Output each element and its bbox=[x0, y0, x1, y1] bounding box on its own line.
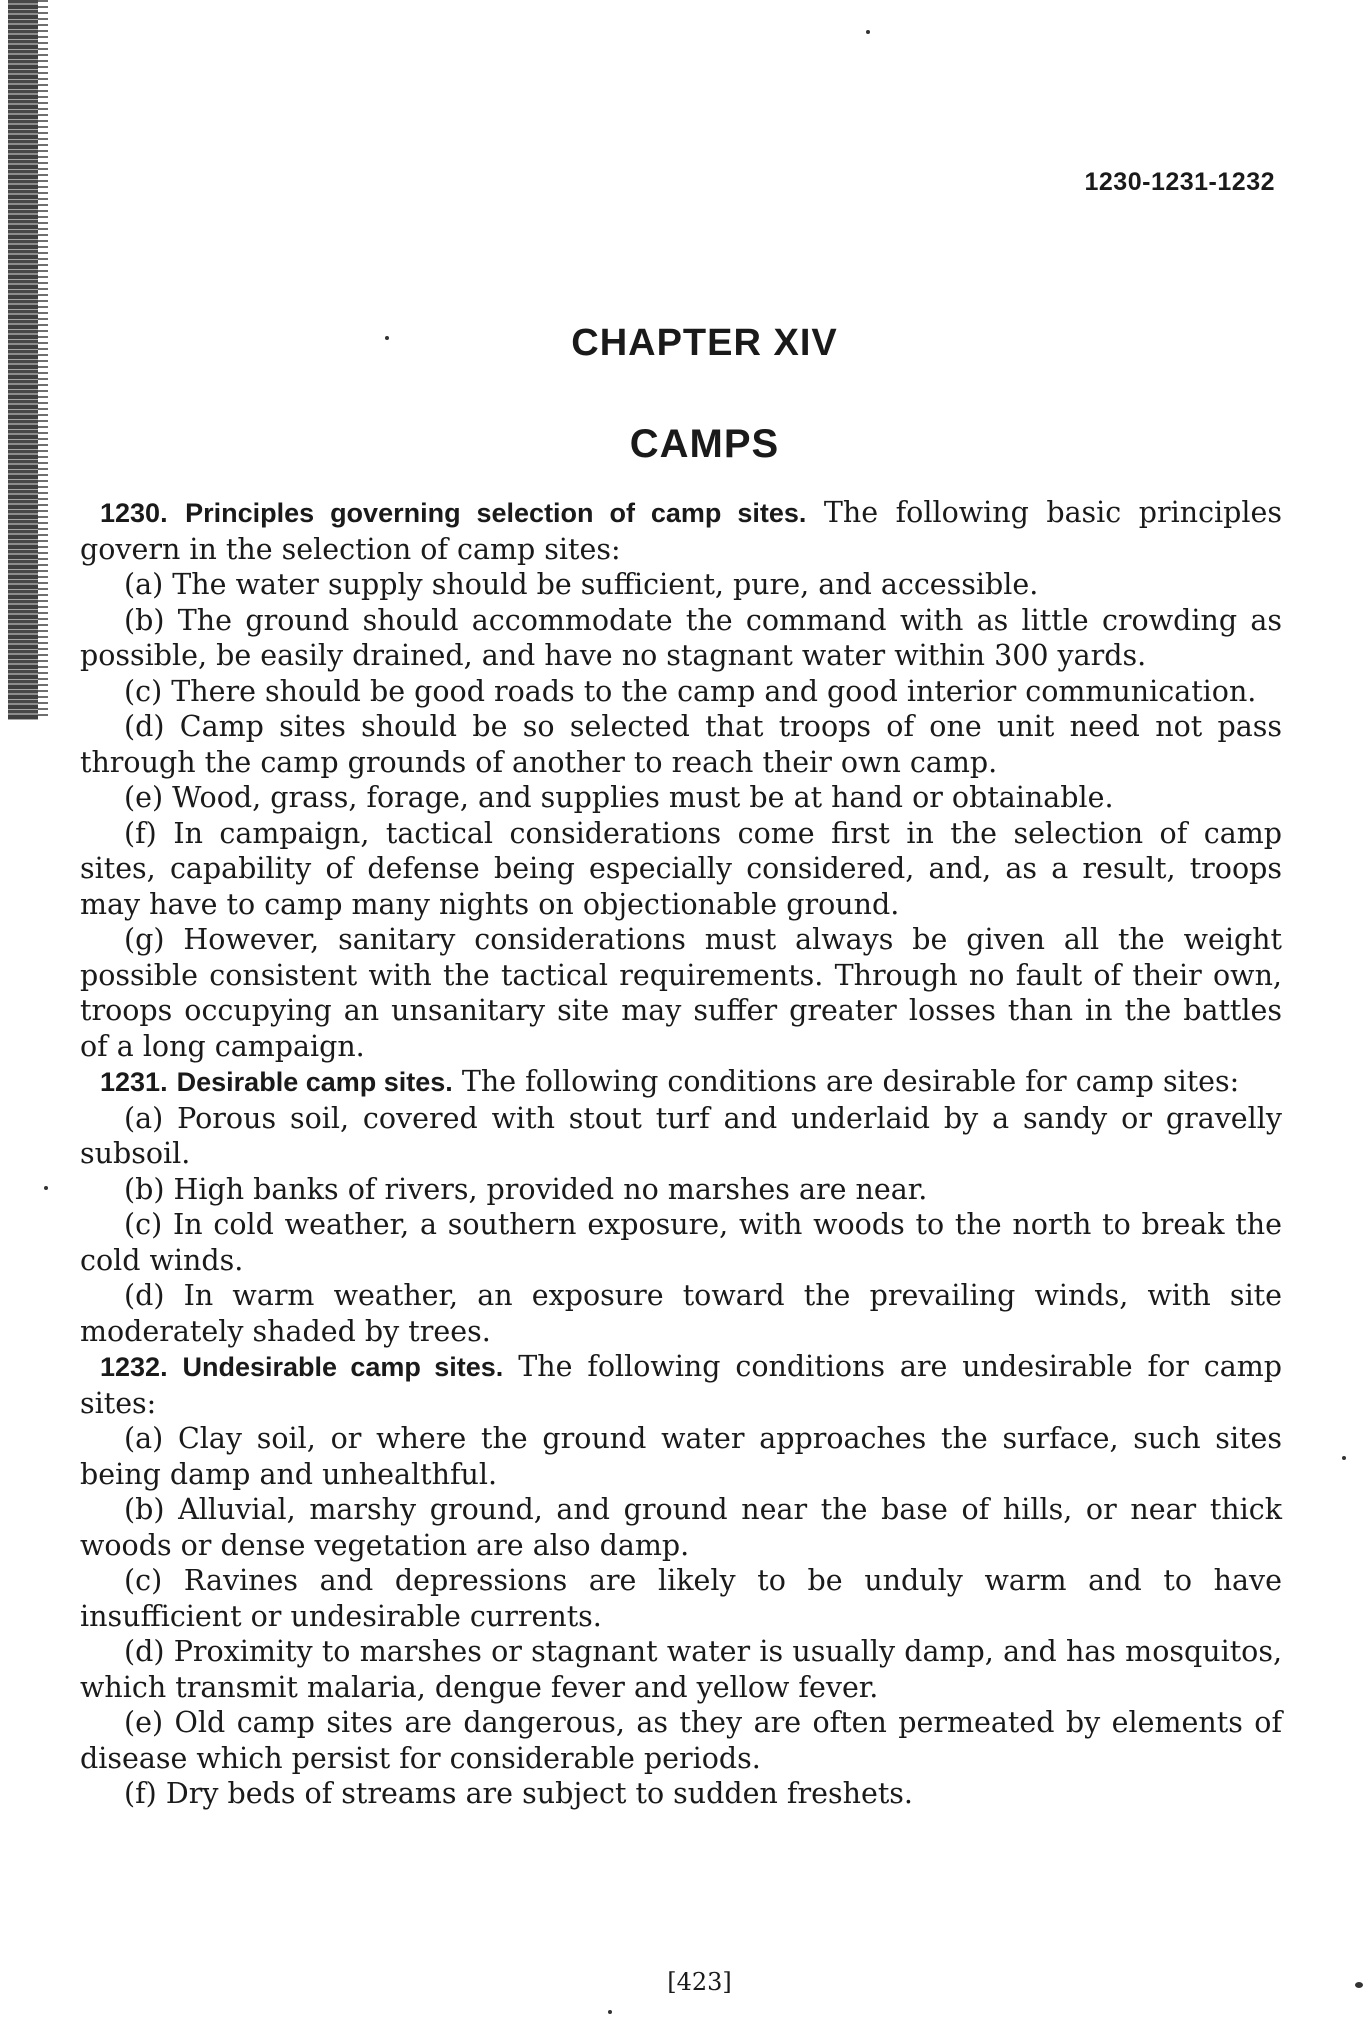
list-item: (b) Alluvial, marshy ground, and ground near the base of hills, or near thick woods or dense vegetation are also damp. bbox=[80, 1493, 1282, 1562]
chapter-heading: CHAPTER XIV bbox=[571, 322, 838, 364]
page-number: [423] bbox=[667, 1968, 732, 1996]
section-heading: Principles governing selection of camp sites. bbox=[185, 498, 807, 528]
list-item: (f) In campaign, tactical considerations come first in the selection of camp sites, capability of defense being especially considered, and, as a result, troops may have to camp many nights on objectionable ground. bbox=[80, 816, 1282, 921]
list-item: (d) Camp sites should be so selected that troops of one unit need not pass through the camp grounds of another to reach their own camp. bbox=[80, 710, 1282, 779]
section-intro: The following basic principles govern in the selection of camp sites: bbox=[80, 496, 1283, 566]
list-item: (c) Ravines and depressions are likely to be unduly warm and to have insufficient or undesirable currents. bbox=[80, 1564, 1282, 1633]
list-item: (g) However, sanitary considerations must always be given all the weight possible consistent with the tactical requirements. Through no fault of their own, troops occupying an unsanitary site may suffer greater losses than in the battles of a long campaign. bbox=[80, 923, 1282, 1063]
section-number: 1232. bbox=[100, 1352, 168, 1382]
section-range-header: 1230-1231-1232 bbox=[1084, 168, 1275, 196]
list-item: (e) Wood, grass, forage, and supplies must be at hand or obtainable. bbox=[124, 781, 1114, 814]
section-1231-intro bbox=[80, 1064, 1282, 1101]
list-item: (c) There should be good roads to the camp and good interior communication. bbox=[124, 674, 1257, 708]
list-item: (e) Old camp sites are dangerous, as they are often permeated by elements of disease which persist for considerable periods. bbox=[80, 1706, 1282, 1775]
document-body bbox=[80, 495, 1282, 1812]
list-item: (b) The ground should accommodate the command with as little crowding as possible, be easily drained, and have no stagnant water within 300 yards. bbox=[80, 603, 1282, 672]
scan-speck bbox=[1342, 1456, 1346, 1460]
chapter-title: CAMPS bbox=[629, 422, 780, 466]
list-item: (a) Porous soil, covered with stout turf and underlaid by a sandy or gravelly subsoil. bbox=[80, 1101, 1282, 1170]
scan-speck bbox=[608, 2010, 612, 2014]
scan-speck bbox=[44, 1186, 48, 1190]
section-1230-intro bbox=[80, 495, 1282, 567]
section-number: 1230. bbox=[100, 498, 168, 528]
section-intro: The following conditions are desirable for camp sites: bbox=[461, 1065, 1240, 1098]
section-heading: Desirable camp sites. bbox=[176, 1067, 453, 1097]
list-item: (a) The water supply should be sufficient, pure, and accessible. bbox=[124, 568, 1039, 601]
section-intro: The following conditions are undesirable for camp sites: bbox=[80, 1350, 1282, 1420]
section-heading: Undesirable camp sites. bbox=[182, 1352, 504, 1382]
section-number: 1231. bbox=[100, 1067, 168, 1097]
list-item: (d) Proximity to marshes or stagnant water is usually damp, and has mosquitos, which transmit malaria, dengue fever and yellow fever. bbox=[80, 1635, 1282, 1704]
scan-speck bbox=[866, 30, 870, 34]
list-item: (c) In cold weather, a southern exposure, with woods to the north to break the cold winds. bbox=[80, 1208, 1282, 1277]
list-item: (b) High banks of rivers, provided no marshes are near. bbox=[124, 1172, 928, 1206]
section-1232-intro bbox=[80, 1349, 1282, 1421]
list-item: (f) Dry beds of streams are subject to sudden freshets. bbox=[124, 1777, 913, 1810]
list-item: (a) Clay soil, or where the ground water approaches the surface, such sites being damp and unhealthful. bbox=[80, 1422, 1282, 1491]
list-item: (d) In warm weather, an exposure toward the prevailing winds, with site moderately shaded by trees. bbox=[80, 1279, 1282, 1348]
